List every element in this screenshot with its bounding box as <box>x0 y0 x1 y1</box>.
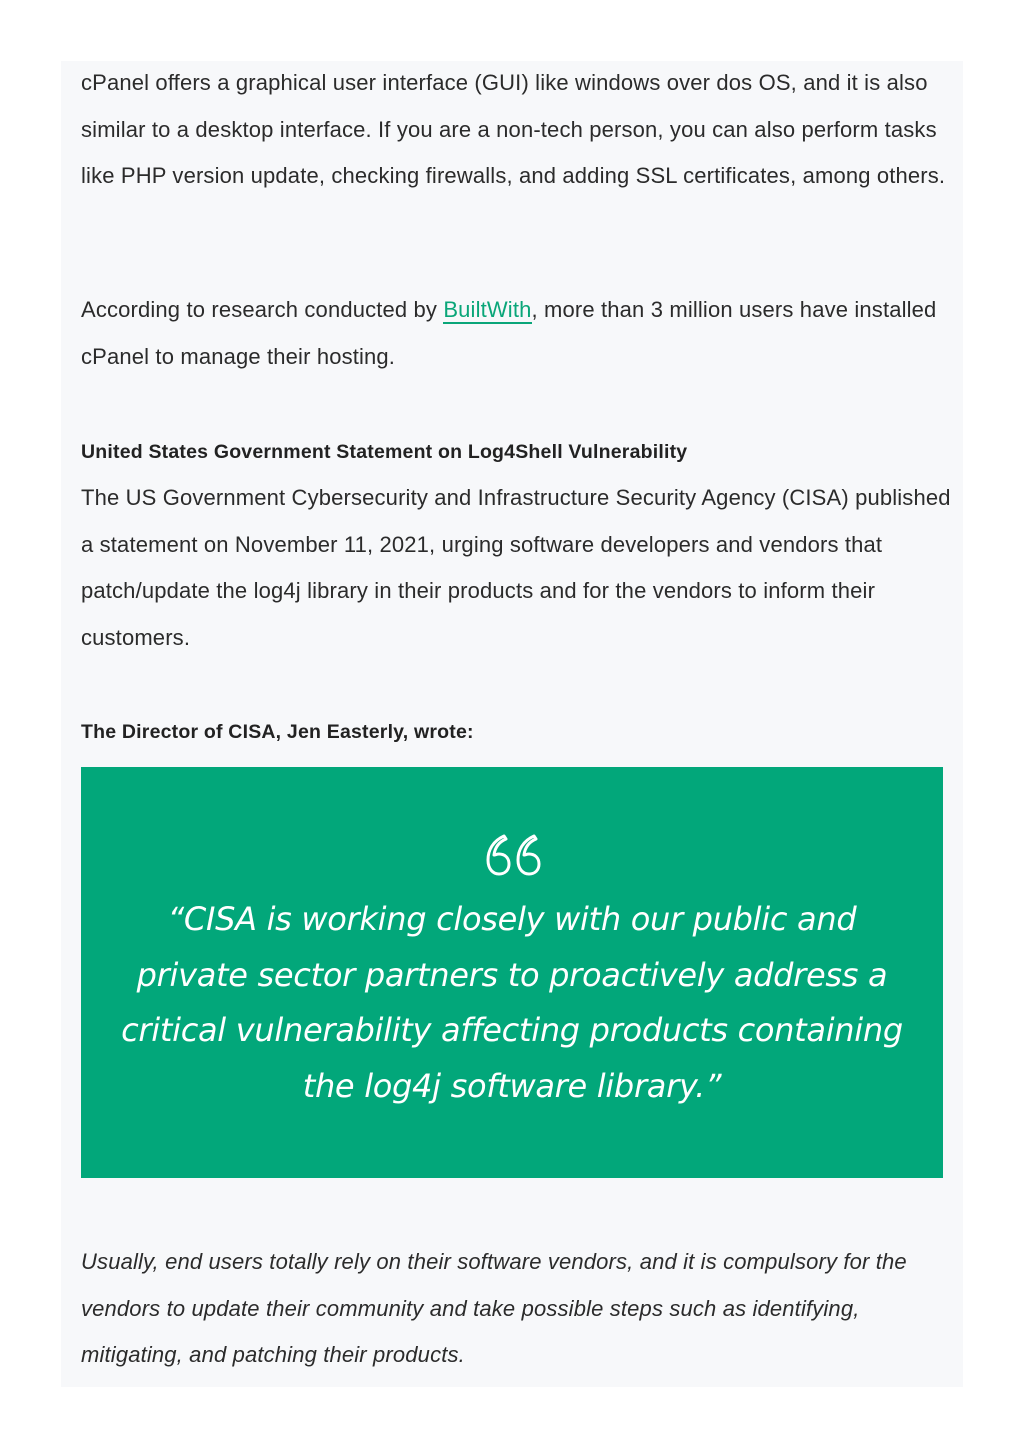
director-heading: The Director of CISA, Jen Easterly, wrote: <box>81 721 474 743</box>
research-prefix: According to research conducted by <box>81 297 444 322</box>
cisa-statement-paragraph: The US Government Cybersecurity and Infrastructure Security Agency (CISA) published a statement on November 11, 2021, urging software developers and vendors that patch/update the log4j library in their products and for the vendors to inform their customers. <box>81 485 951 650</box>
quote-icon <box>485 833 541 877</box>
builtwith-link[interactable]: BuiltWith <box>443 297 532 322</box>
gov-statement-heading: United States Government Statement on Log4Shell Vulnerability <box>81 441 688 463</box>
quote-text: “CISA is working closely with our public and private sector partners to proactively address a critical vulnerability affecting products containing the log4j software library.” <box>121 900 903 1105</box>
research-suffix: , more than 3 million users have installed cPanel to manage their hosting. <box>81 297 937 369</box>
cpanel-intro-paragraph: cPanel offers a graphical user interface (GUI) like windows over dos OS, and it is also similar to a desktop interface. If you are a non-tech person, you can also perform tasks like PHP version update, checking firewalls, and adding SSL certificates, among others. <box>81 70 946 188</box>
blockquote <box>81 767 943 1178</box>
closing-paragraph: Usually, end users totally rely on their software vendors, and it is compulsory for the vendors to update their community and take possible steps such as identifying, mitigating, and patching their products. <box>81 1249 907 1367</box>
research-paragraph <box>81 287 951 380</box>
